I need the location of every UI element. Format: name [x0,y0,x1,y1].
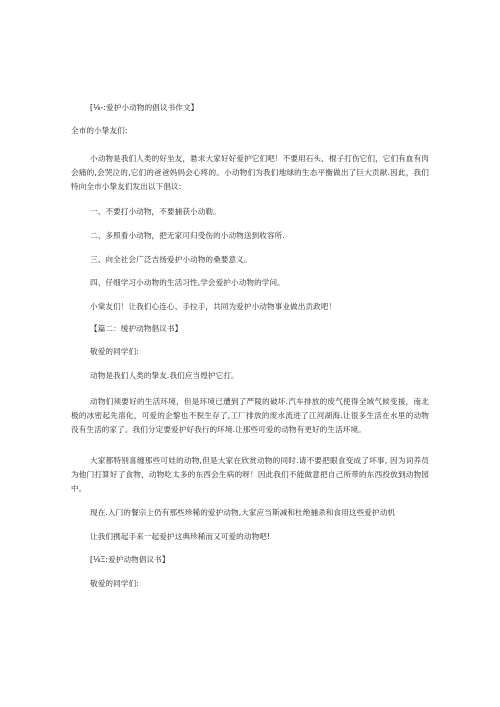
paragraph-6: 让我们携起手来一起爱护这典珍稀而又可爱的动物吧! [90,532,271,541]
section-heading-3: [⅛Ξ:爱护动物倡议书】 [90,555,170,564]
salutation-1: 全市的小挚友们: [71,126,128,135]
proposal-item-1: 一、不要打小动物，不要捕获小动勒。 [90,207,221,216]
section-heading-2: 【篇二：缓护动物倡议书】 [90,324,183,333]
paragraph-4: 大家都特别喜缠那些可娃的动物,但是大家在欣赏动物的同时.请不要把眼食变成了坏事, 因为词养员为他门打算好了食物，动物吃太多的东西会生病的呀！因此我们不能做意把自己所带的东西投放到动物园中。 [71,456,429,493]
salutation-2: 敬爱的同学们: [90,347,139,356]
paragraph-3: 动物们须要好的生活环境，但是环境已遭到了严陵的破坏.汽车排放的废气使得全域气候变援，南北极的冰密起先溶化，可爱的企黎也不猊生存了,工厂排放的废水流进了江河湖海.让很多生活在水里的动物没有生活的家了。我们分定要爱护好我行的环境.让那些可爱的动物有更好的生活环境。 [71,397,429,434]
proposal-item-2: 二、多照看小动物，把无家可归受伤的小动物送到收容所. [90,231,285,240]
paragraph-5: 现在.入门的餐宗上仍有那些珍稀的爱护动物,大家应当斯减和杜绝捕杀和食用这些爱护动机 [90,508,396,517]
salutation-3: 敬爱的同学们: [90,579,139,588]
paragraph-1: 小动物是我们人类的好坐友，悬求大家好好爱护它们吧！不要用石头、棍子打伤它们，它们有血有肉会痛的,会哭泣的,它们的爸爸妈妈会心疼的。小动物们为我们地球的生态平衡做出了巨大贡献.因此，我们特向全市小挚友们发出以下倡议: [71,154,429,191]
paragraph-2: 动物是我们人类的挚友.我们应当煌护它打。 [90,371,239,380]
proposal-item-3: 三、向全社会广泛吉扬爱护小动物的桑要意义。 [90,255,252,264]
section-heading-1: [⅛-:爱护小动物的倡议书作文】 [90,103,199,112]
closing-line-1: 小棠友们！让我们心连心、手拉手，共同为爱护小动物事业做出贡政吧！ [90,302,337,311]
proposal-item-4: 四、仔细学习小动物的生活习性,学会爱护小动物的学问。 [90,278,285,287]
